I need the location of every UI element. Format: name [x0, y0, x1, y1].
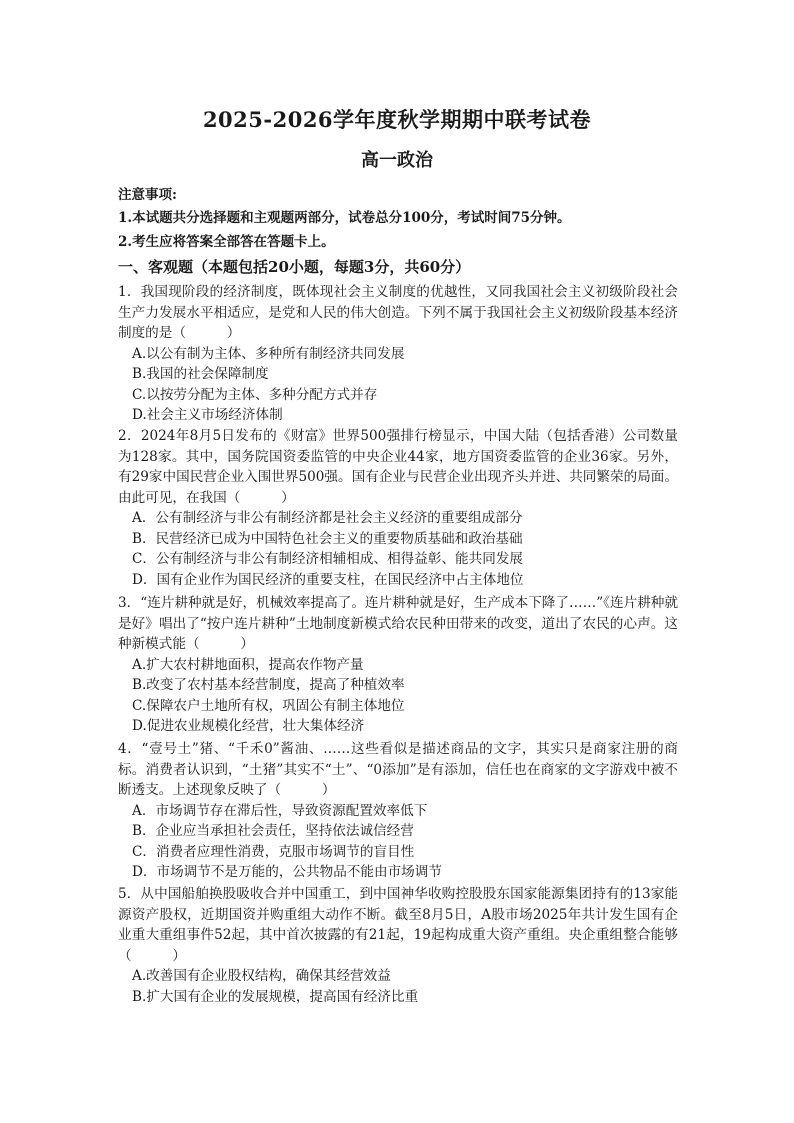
exam-title: 2025-2026学年度秋学期期中联考试卷	[202, 107, 592, 132]
option-c: C.保障农户土地所有权，巩固公有制主体地位	[132, 697, 405, 714]
option-a: A.扩大农村耕地面积，提高农作物产量	[132, 656, 364, 673]
question-1	[118, 282, 678, 426]
option-b: B.改变了农村基本经营制度，提高了种植效率	[132, 677, 405, 693]
question-stem: 5．从中国船舶换股吸收合并中国重工，到中国神华收购控股股东国家能源集团持有的13家能源资产股权，近期国资并购重组大动作不断。截至8月5日，A股市场2025年共计发生国有企业重大重组事件52起，其中首次披露的有21起，19起构成重大资产重组。央企重组整合能够（ ）	[118, 886, 678, 964]
question-stem: 2．2024年8月5日发布的《财富》世界500强排行榜显示，中国大陆（包括香港）公司数量为128家。其中，国务院国资委监管的中央企业44家，地方国资委监管的企业36家。另外，有29家中国民营企业入围世界500强。国有企业与民营企业出现齐头并进、共同繁荣的局面。由此可见，在我国（ ）	[118, 428, 678, 506]
option-b: B.我国的社会保障制度	[132, 366, 269, 382]
question-stem: 4．“壹号土”猪、“千禾0”酱油、……这些看似是描述商品的文字，其实只是商家注册的商标。消费者认识到，“土猪”其实不“土”、“0添加”是有添加，信任也在商家的文字游戏中被不断透支。上述现象反映了（ ）	[118, 741, 678, 798]
notes-heading: 注意事项:	[118, 187, 177, 203]
option-d: D.促进农业规模化经营，壮大集体经济	[132, 718, 365, 734]
option-b: B．企业应当承担社会责任，坚持依法诚信经营	[132, 823, 414, 839]
note-item-1: 1.本试题共分选择题和主观题两部分，试卷总分100分，考试时间75分钟。	[118, 210, 571, 226]
question-3	[118, 593, 678, 737]
question-4	[118, 739, 678, 883]
option-d: D．国有企业作为国民经济的重要支柱，在国民经济中占主体地位	[132, 571, 524, 588]
option-c: C．公有制经济与非公有制经济相辅相成、相得益彰、能共同发展	[132, 551, 524, 567]
option-a: A．市场调节存在滞后性，导致资源配置效率低下	[132, 802, 428, 819]
note-item-2: 2.考生应将答案全部答在答题卡上。	[118, 234, 335, 250]
exam-subject: 高一政治	[361, 150, 433, 171]
option-d: D.社会主义市场经济体制	[132, 407, 283, 423]
question-stem: 3．“连片耕种就是好，机械效率提高了。连片耕种就是好，生产成本下降了……”《连片耕种就是好》唱出了“按户连片耕种”土地制度新模式给农民种田带来的改变，道出了农民的心声。这种新模式能（ ）	[118, 595, 678, 652]
section-heading: 一、客观题（本题包括20小题，每题3分，共60分）	[118, 258, 471, 276]
option-c: C.以按劳分配为主体、多种分配方式并存	[132, 386, 378, 403]
option-d: D．市场调节不是万能的，公共物品不能由市场调节	[132, 864, 442, 880]
option-c: C．消费者应理性消费，克服市场调节的盲目性	[132, 843, 415, 860]
option-b: B．民营经济已成为中国特色社会主义的重要物质基础和政治基础	[132, 530, 523, 547]
option-a: A.改善国有企业股权结构，确保其经营效益	[132, 968, 391, 984]
option-a: A．公有制经济与非公有制经济都是社会主义经济的重要组成部分	[132, 510, 523, 526]
option-a: A.以公有制为主体、多种所有制经济共同发展	[132, 345, 405, 362]
question-2	[118, 426, 678, 590]
question-stem: 1．我国现阶段的经济制度，既体现社会主义制度的优越性，又同我国社会主义初级阶段社会生产力发展水平相适应，是党和人民的伟大创造。下列不属于我国社会主义初级阶段基本经济制度的是（ ）	[118, 284, 678, 341]
question-5	[118, 884, 678, 1007]
option-b: B.扩大国有企业的发展规模，提高国有经济比重	[132, 988, 419, 1005]
